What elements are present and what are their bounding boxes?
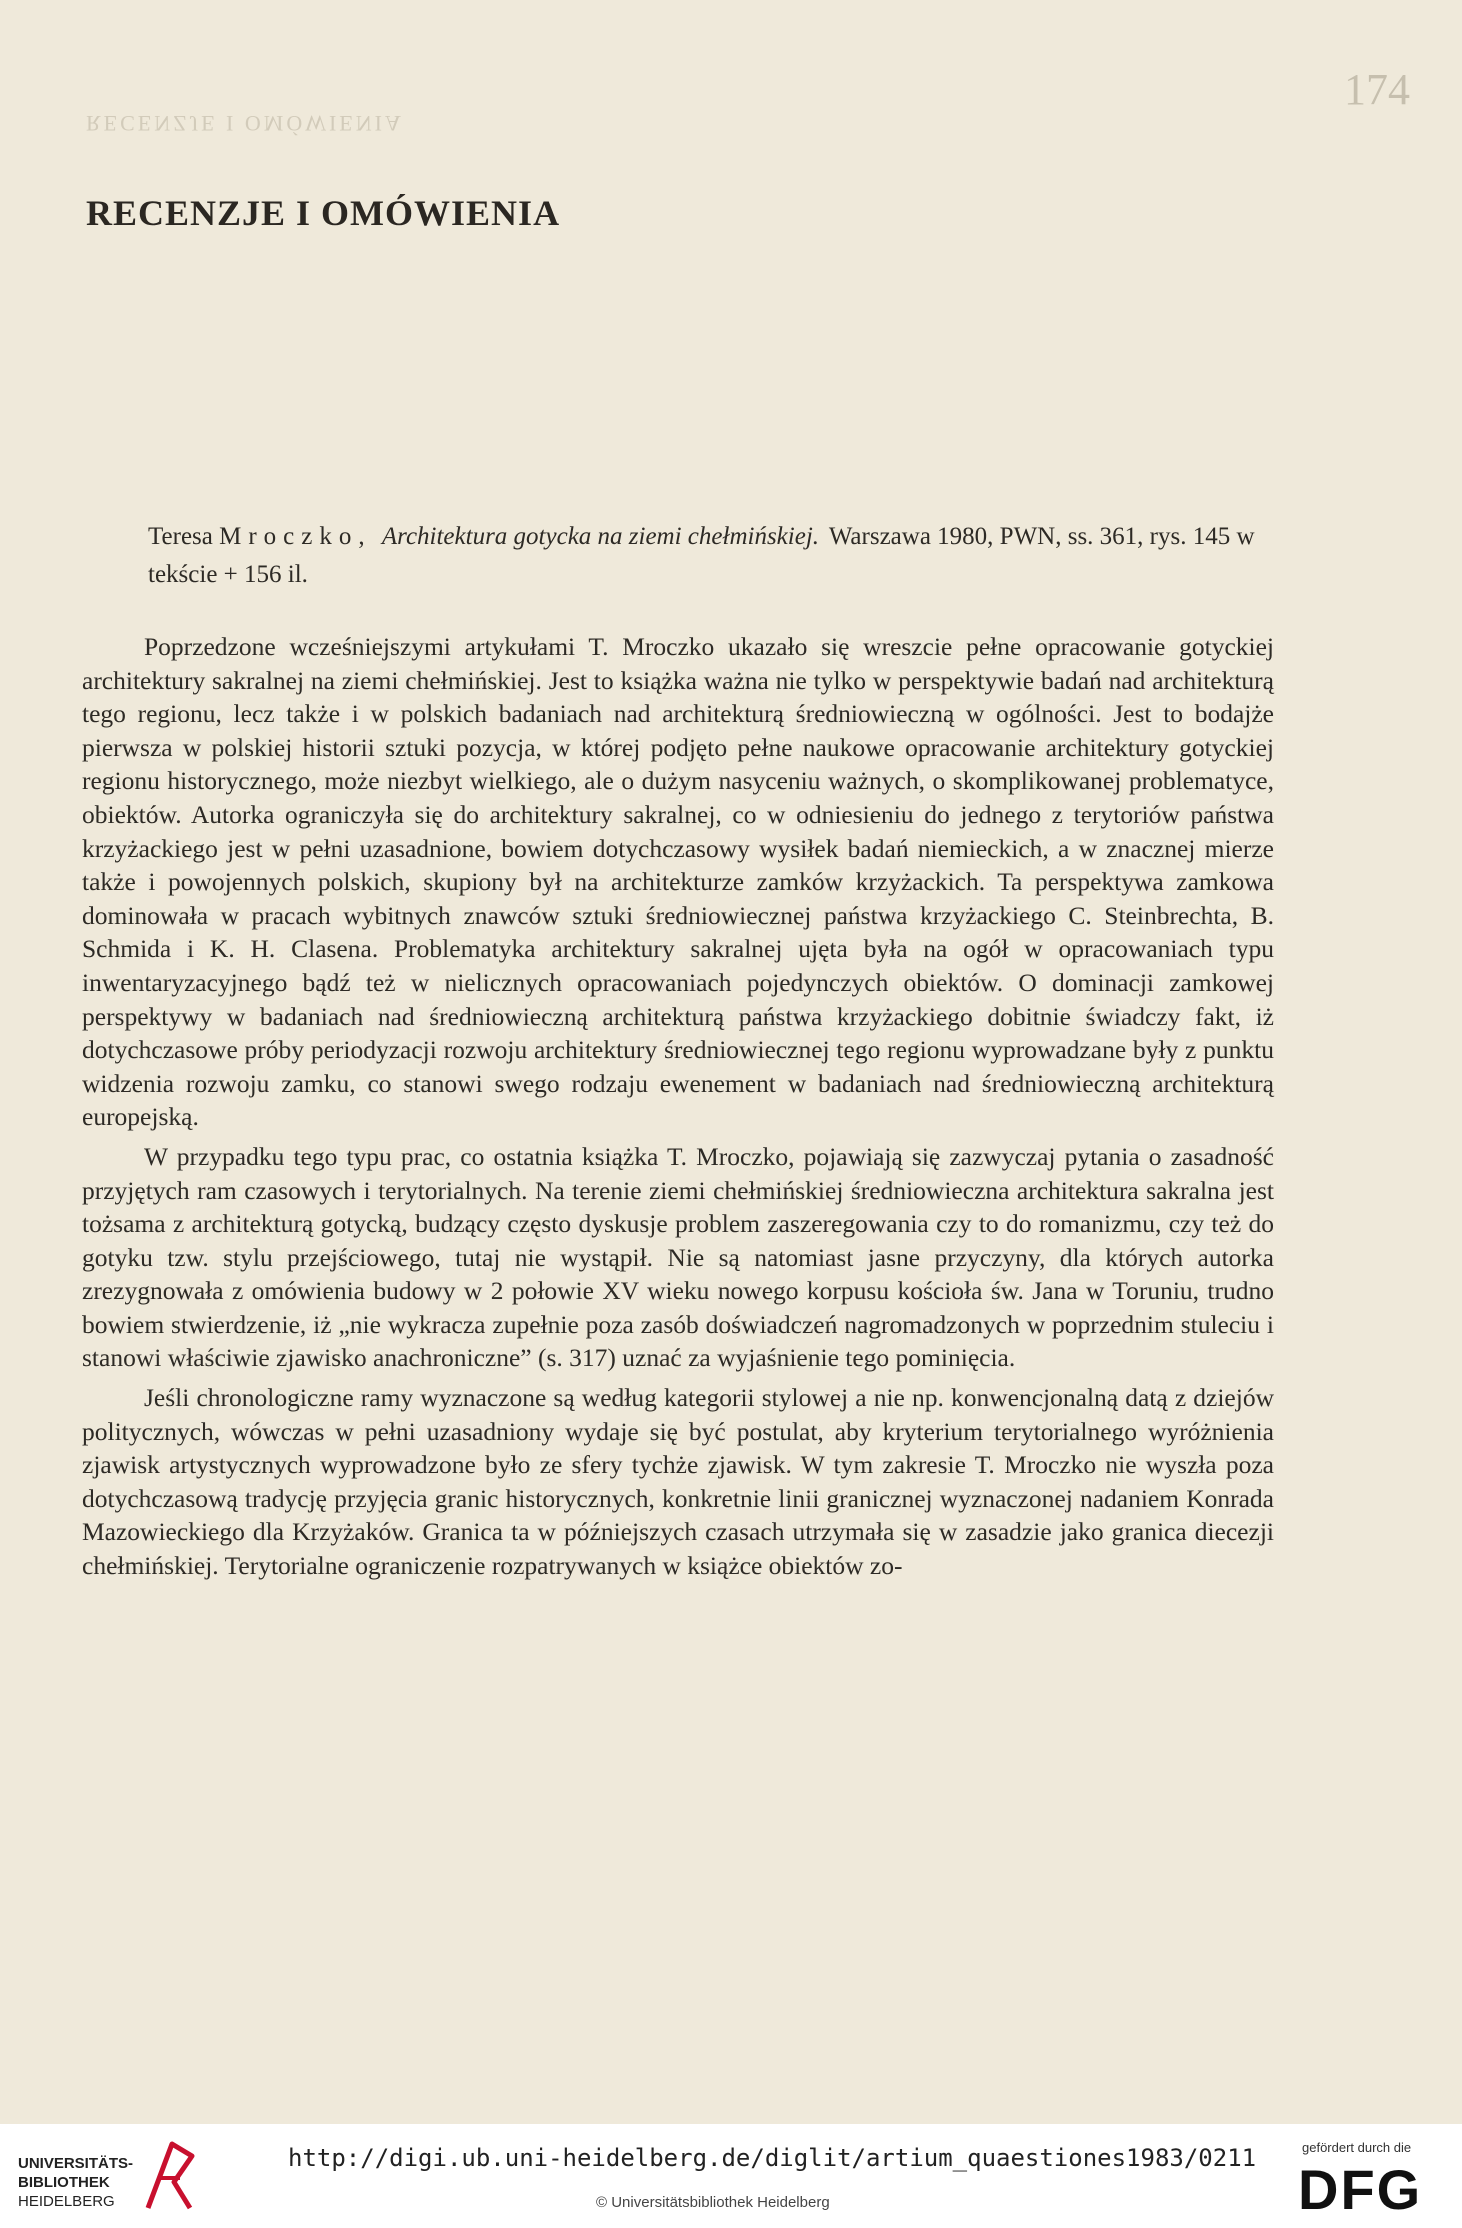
review-citation	[148, 518, 1278, 594]
paragraph-3: Jeśli chronologiczne ramy wyznaczone są według kategorii stylowej a nie np. konwencjonalną datą z dziejów politycznych, wówczas w pełni uzasadniony wydaje się być postulat, aby kryterium terytorialnego wyróżnienia zjawisk artystycznych wyprowadzone było ze sfery tychże zjawisk. W tym zakresie T. Mroczko nie wyszła poza dotychczasową tradycję przyjęcia granic historycznych, konkretnie linii granicznej wyznaczonej nadaniem Konrada Mazowieckiego dla Krzyżaków. Granica ta w późniejszych czasach utrzymała się w zasadzie jako granica diecezji chełmińskiej. Terytorialne ograniczenie rozpatrywanych w książce obiektów zo-	[82, 1383, 1274, 1581]
library-logo[interactable]	[18, 2154, 133, 2211]
book-title: Architektura gotycka na ziemi chełmińskiej.	[381, 523, 820, 550]
library-name-line-3: HEIDELBERG	[18, 2193, 115, 2210]
dfg-logo[interactable]: DFG	[1298, 2158, 1423, 2221]
section-title: RECENZJE I OMÓWIENIA	[86, 193, 561, 233]
library-name-line-1: UNIVERSITÄTS-	[18, 2155, 134, 2172]
review-body	[82, 630, 1274, 1589]
page-number: 174	[1344, 65, 1410, 114]
copyright-notice: © Universitätsbibliothek Heidelberg	[596, 2194, 830, 2211]
paragraph-2: W przypadku tego typu prac, co ostatnia książka T. Mroczko, pojawiają się zazwyczaj pytania o zasadność przyjętych ram czasowych i terytorialnych. Na terenie ziemi chełmińskiej średniowieczna architektura sakralna jest tożsama z architekturą gotycką, budzący często dyskusje problem zaszeregowania czy to do romanizmu, czy też do gotyku tzw. stylu przejściowego, tutaj nie wystąpił. Nie są natomiast jasne przyczyny, dla których autorka zrezygnowała z omówienia budowy w 2 połowie XV wieku nowego korpusu kościoła św. Jana w Toruniu, trudno bowiem stwierdzenie, iż „nie wykracza zupełnie poza zasób doświadczeń nagromadzonych w poprzednim stuleciu i stanowi właściwie zjawisko anachroniczne” (s. 317) uznać za wyjaśnienie tego pominięcia.	[82, 1141, 1274, 1373]
author-last-name: Mroczko,	[219, 523, 372, 550]
digitization-footer	[0, 2124, 1462, 2228]
paragraph-1: Poprzedzone wcześniejszymi artykułami T. Mroczko ukazało się wreszcie pełne opracowanie gotyckiej architektury sakralnej na ziemi chełmińskiej. Jest to książka ważna nie tylko w perspektywie badań nad architekturą tego regionu, lecz także i w polskich badaniach nad architekturą średniowieczną w ogólności. Jest to bodajże pierwsza w polskiej historii sztuki pozycja, w której podjęto pełne naukowe opracowanie architektury gotyckiej regionu historycznego, może niezbyt wielkiego, ale o dużym nasyceniu ważnych, o skomplikowanej problematyce, obiektów. Autorka ograniczyła się do architektury sakralnej, co w odniesieniu do jednego z terytoriów państwa krzyżackiego jest w pełni uzasadnione, bowiem dotychczasowy wysiłek badań niemieckich, a w znacznej mierze także i powojennych polskich, skupiony był na architekturze zamków krzyżackich. Ta perspektywa zamkowa dominowała w pracach wybitnych znawców sztuki średniowiecznej państwa krzyżackiego C. Steinbrechta, B. Schmida i K. H. Clasena. Problematyka architektury sakralnej ujęta była na ogół w opracowaniach typu inwentaryzacyjnego bądź też w nielicznych opracowaniach pojedynczych obiektów. O dominacji zamkowej perspektywy w badaniach nad średniowieczną architekturą państwa krzyżackiego dobitnie świadczy fakt, iż dotychczasowe próby periodyzacji rozwoju architektury średniowiecznej tego regionu wyprowadzane były z punktu widzenia rozwoju zamku, co stanowi swego rodzaju ewenement w badaniach nad średniowieczną architekturą europejską.	[82, 632, 1274, 1132]
page-permalink[interactable]: http://digi.ub.uni-heidelberg.de/diglit/artium_quaestiones1983/0211	[288, 2144, 1257, 2172]
funder-label: gefördert durch die	[1302, 2140, 1412, 2155]
publication-details: Warszawa 1980, PWN, ss. 361, rys. 145 w tekście + 156 il.	[148, 523, 1255, 588]
author-first-name: Teresa	[148, 523, 213, 550]
bleed-through-header: RECENZJE I OMÓWIENIA	[86, 111, 404, 136]
library-name-line-2: BIBLIOTHEK	[18, 2174, 110, 2191]
library-emblem-icon	[142, 2138, 198, 2216]
